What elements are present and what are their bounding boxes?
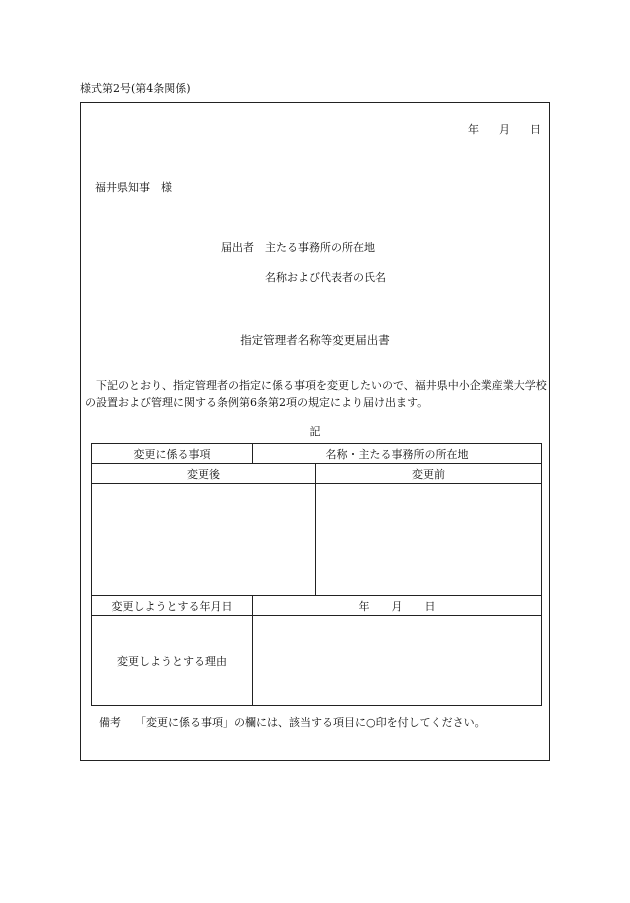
- submission-date: [468, 121, 541, 137]
- table-row: [92, 484, 542, 596]
- reason-label: 変更しようとする理由: [92, 616, 253, 706]
- notifier-name-label: 名称および代表者の氏名: [265, 271, 386, 284]
- remark-text: 「変更に係る事項」の欄には、該当する項目に○印を付してください。: [135, 716, 486, 729]
- notifier-label: 届出者: [221, 241, 254, 254]
- table-row: [92, 444, 542, 464]
- before-value-field[interactable]: [316, 484, 542, 596]
- document-title: 指定管理者名称等変更届出書: [240, 333, 390, 347]
- notifier-name-row: [265, 269, 386, 285]
- after-value-field[interactable]: [92, 484, 316, 596]
- ki-heading: 記: [309, 425, 321, 438]
- body-text: 下記のとおり、指定管理者の指定に係る事項を変更したいので、福井県中小企業産業大学校の設置および管理に関する条例第6条第2項の規定により届け出ます。: [85, 379, 547, 409]
- addressee: 福井県知事 様: [95, 181, 172, 194]
- form-frame: [80, 102, 550, 761]
- form-number-label: 様式第2号(第4条関係): [80, 82, 191, 95]
- remark-label: 備考: [99, 716, 121, 729]
- remark: [99, 714, 486, 730]
- before-label: 変更前: [316, 464, 542, 484]
- change-date-field[interactable]: [253, 596, 542, 616]
- table-row: [92, 596, 542, 616]
- date-month-label: 月: [499, 123, 510, 136]
- notifier-address-label: 主たる事務所の所在地: [265, 241, 375, 254]
- change-details-table: [91, 443, 542, 706]
- after-label: 変更後: [92, 464, 316, 484]
- table-row: [92, 464, 542, 484]
- table-row: [92, 616, 542, 706]
- change-date-label: 変更しようとする年月日: [92, 596, 253, 616]
- change-date-day: 日: [424, 599, 436, 613]
- change-date-year: 年: [358, 599, 370, 613]
- notifier-address-row: [221, 239, 375, 255]
- change-item-value[interactable]: 名称・主たる事務所の所在地: [253, 444, 542, 464]
- date-year-label: 年: [468, 123, 479, 136]
- date-day-label: 日: [530, 123, 541, 136]
- change-item-label: 変更に係る事項: [92, 444, 253, 464]
- reason-field[interactable]: [253, 616, 542, 706]
- change-date-month: 月: [391, 599, 403, 613]
